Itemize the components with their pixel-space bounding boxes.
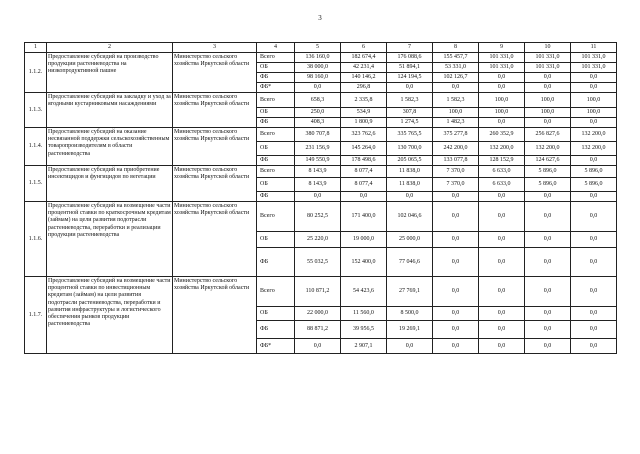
- amount-cell: 0,0: [479, 192, 525, 202]
- amount-cell: 0,0: [433, 321, 479, 339]
- amount-cell: 0,0: [525, 307, 571, 321]
- amount-cell: 100,0: [525, 108, 571, 118]
- amount-cell: 101 331,0: [571, 63, 617, 73]
- amount-cell: 0,0: [433, 307, 479, 321]
- amount-cell: 375 277,8: [433, 128, 479, 142]
- amount-cell: 5 896,0: [525, 178, 571, 192]
- funding-source: ОБ: [257, 307, 295, 321]
- amount-cell: 178 498,6: [341, 156, 387, 166]
- amount-cell: 0,0: [571, 202, 617, 232]
- row-index: 1.1.6.: [25, 202, 47, 277]
- amount-cell: 0,0: [525, 277, 571, 307]
- amount-cell: 100,0: [479, 93, 525, 108]
- amount-cell: 0,0: [433, 248, 479, 277]
- header-cell: 7: [387, 43, 433, 53]
- amount-cell: 0,0: [295, 83, 341, 93]
- amount-cell: 380 707,8: [295, 128, 341, 142]
- amount-cell: 0,0: [433, 339, 479, 354]
- amount-cell: 145 264,0: [341, 142, 387, 156]
- amount-cell: 80 252,5: [295, 202, 341, 232]
- amount-cell: 8 077,4: [341, 178, 387, 192]
- amount-cell: 323 762,6: [341, 128, 387, 142]
- amount-cell: 124 627,6: [525, 156, 571, 166]
- row-index: 1.1.7.: [25, 277, 47, 354]
- table-row: [25, 202, 617, 232]
- amount-cell: 0,0: [571, 321, 617, 339]
- header-cell: 4: [257, 43, 295, 53]
- measure-description: Предоставление субсидий на возмещение части процентной ставки по инвестиционным кредитам (займам) на цели развития подотрасли растениеводства, переработки и развития инфраструктуры и логистического обеспечения рынков продукции растениеводства: [47, 277, 173, 354]
- amount-cell: 55 032,5: [295, 248, 341, 277]
- header-cell: 3: [173, 43, 257, 53]
- measure-description: Предоставление субсидий на производство продукции растениеводства на низкопродуктивной пашне: [47, 53, 173, 93]
- funding-source: Всего: [257, 53, 295, 63]
- amount-cell: 7 370,0: [433, 166, 479, 178]
- amount-cell: 176 088,6: [387, 53, 433, 63]
- amount-cell: 132 200,0: [479, 142, 525, 156]
- amount-cell: 8 143,9: [295, 166, 341, 178]
- amount-cell: 0,0: [525, 248, 571, 277]
- amount-cell: 5 896,0: [571, 166, 617, 178]
- amount-cell: 0,0: [479, 339, 525, 354]
- measure-description: Предоставление субсидий на возмещение части процентной ставки по краткосрочным кредитам (займам) на цели развития подотрасли растениеводства, переработки и реализации продукции растениеводства: [47, 202, 173, 277]
- amount-cell: 132 200,0: [571, 128, 617, 142]
- amount-cell: 100,0: [525, 93, 571, 108]
- responsible-org: Министерство сельского хозяйства Иркутской области: [173, 202, 257, 277]
- amount-cell: 11 838,0: [387, 178, 433, 192]
- amount-cell: 6 633,0: [479, 178, 525, 192]
- responsible-org: Министерство сельского хозяйства Иркутской области: [173, 128, 257, 166]
- page-number: 3: [318, 14, 322, 22]
- funding-source: ОБ: [257, 108, 295, 118]
- amount-cell: 231 156,9: [295, 142, 341, 156]
- amount-cell: 11 560,0: [341, 307, 387, 321]
- amount-cell: 132 200,0: [525, 142, 571, 156]
- amount-cell: 25 000,0: [387, 232, 433, 248]
- funding-source: ФБ: [257, 321, 295, 339]
- amount-cell: 0,0: [479, 83, 525, 93]
- responsible-org: Министерство сельского хозяйства Иркутской области: [173, 166, 257, 202]
- funding-source: ФБ: [257, 156, 295, 166]
- responsible-org: Министерство сельского хозяйства Иркутской области: [173, 277, 257, 354]
- amount-cell: 22 000,0: [295, 307, 341, 321]
- amount-cell: 25 220,0: [295, 232, 341, 248]
- amount-cell: 0,0: [387, 83, 433, 93]
- funding-source: ФБ: [257, 118, 295, 128]
- amount-cell: 19 269,1: [387, 321, 433, 339]
- amount-cell: 100,0: [571, 108, 617, 118]
- amount-cell: 133 077,8: [433, 156, 479, 166]
- amount-cell: 0,0: [571, 73, 617, 83]
- funding-source: Всего: [257, 166, 295, 178]
- amount-cell: 534,9: [341, 108, 387, 118]
- header-cell: 5: [295, 43, 341, 53]
- amount-cell: 0,0: [571, 118, 617, 128]
- amount-cell: 152 400,0: [341, 248, 387, 277]
- header-cell: 6: [341, 43, 387, 53]
- amount-cell: 1 274,5: [387, 118, 433, 128]
- amount-cell: 0,0: [571, 192, 617, 202]
- amount-cell: 149 550,9: [295, 156, 341, 166]
- amount-cell: 0,0: [525, 232, 571, 248]
- amount-cell: 132 200,0: [571, 142, 617, 156]
- amount-cell: 0,0: [479, 321, 525, 339]
- row-index: 1.1.2.: [25, 53, 47, 93]
- amount-cell: 0,0: [433, 277, 479, 307]
- amount-cell: 100,0: [479, 108, 525, 118]
- funding-source: ОБ: [257, 142, 295, 156]
- amount-cell: 155 457,7: [433, 53, 479, 63]
- amount-cell: 0,0: [387, 192, 433, 202]
- header-cell: 8: [433, 43, 479, 53]
- amount-cell: 38 000,0: [295, 63, 341, 73]
- funding-source: Всего: [257, 277, 295, 307]
- amount-cell: 0,0: [525, 73, 571, 83]
- table-row: [25, 53, 617, 63]
- amount-cell: 0,0: [571, 83, 617, 93]
- amount-cell: 260 352,9: [479, 128, 525, 142]
- amount-cell: 2 907,1: [341, 339, 387, 354]
- amount-cell: 53 331,0: [433, 63, 479, 73]
- header-cell: 1: [25, 43, 47, 53]
- amount-cell: 8 077,4: [341, 166, 387, 178]
- amount-cell: 0,0: [387, 339, 433, 354]
- amount-cell: 1 582,3: [387, 93, 433, 108]
- amount-cell: 77 046,6: [387, 248, 433, 277]
- amount-cell: 102 126,7: [433, 73, 479, 83]
- amount-cell: 0,0: [525, 83, 571, 93]
- amount-cell: 100,0: [433, 108, 479, 118]
- header-cell: 10: [525, 43, 571, 53]
- amount-cell: 19 000,0: [341, 232, 387, 248]
- amount-cell: 0,0: [525, 118, 571, 128]
- funding-source: Всего: [257, 128, 295, 142]
- amount-cell: 5 896,0: [525, 166, 571, 178]
- funding-source: Всего: [257, 202, 295, 232]
- amount-cell: 0,0: [571, 307, 617, 321]
- amount-cell: 128 152,9: [479, 156, 525, 166]
- amount-cell: 101 331,0: [479, 53, 525, 63]
- header-row: [25, 43, 617, 53]
- amount-cell: 130 700,0: [387, 142, 433, 156]
- amount-cell: 11 838,0: [387, 166, 433, 178]
- amount-cell: 256 827,6: [525, 128, 571, 142]
- amount-cell: 100,0: [571, 93, 617, 108]
- table-row: [25, 128, 617, 142]
- amount-cell: 658,3: [295, 93, 341, 108]
- amount-cell: 39 956,5: [341, 321, 387, 339]
- row-index: 1.1.5.: [25, 166, 47, 202]
- amount-cell: 0,0: [571, 277, 617, 307]
- measure-description: Предоставление субсидий на закладку и уход за ягодными кустарниковыми насаждениями: [47, 93, 173, 128]
- funding-source: ОБ: [257, 232, 295, 248]
- funding-source: ОБ: [257, 178, 295, 192]
- table-row: [25, 166, 617, 178]
- amount-cell: 101 331,0: [525, 63, 571, 73]
- amount-cell: 101 331,0: [479, 63, 525, 73]
- amount-cell: 242 200,0: [433, 142, 479, 156]
- header-cell: 2: [47, 43, 173, 53]
- amount-cell: 0,0: [341, 192, 387, 202]
- amount-cell: 0,0: [525, 321, 571, 339]
- amount-cell: 102 046,6: [387, 202, 433, 232]
- amount-cell: 124 194,5: [387, 73, 433, 83]
- amount-cell: 250,0: [295, 108, 341, 118]
- funding-source: ФБ: [257, 248, 295, 277]
- funding-source: ФБ: [257, 73, 295, 83]
- amount-cell: 171 400,0: [341, 202, 387, 232]
- amount-cell: 7 370,0: [433, 178, 479, 192]
- funding-source: ФБ*: [257, 339, 295, 354]
- amount-cell: 0,0: [571, 156, 617, 166]
- amount-cell: 5 896,0: [571, 178, 617, 192]
- responsible-org: Министерство сельского хозяйства Иркутской области: [173, 53, 257, 93]
- amount-cell: 101 331,0: [571, 53, 617, 63]
- amount-cell: 0,0: [295, 339, 341, 354]
- amount-cell: 2 335,8: [341, 93, 387, 108]
- amount-cell: 88 871,2: [295, 321, 341, 339]
- row-index: 1.1.3.: [25, 93, 47, 128]
- amount-cell: 0,0: [479, 307, 525, 321]
- amount-cell: 1 582,3: [433, 93, 479, 108]
- amount-cell: 0,0: [433, 232, 479, 248]
- amount-cell: 408,3: [295, 118, 341, 128]
- header-cell: 11: [571, 43, 617, 53]
- amount-cell: 0,0: [433, 192, 479, 202]
- amount-cell: 0,0: [525, 192, 571, 202]
- funding-source: ФБ*: [257, 83, 295, 93]
- amount-cell: 0,0: [433, 83, 479, 93]
- amount-cell: 110 871,2: [295, 277, 341, 307]
- amount-cell: 0,0: [571, 339, 617, 354]
- amount-cell: 0,0: [479, 248, 525, 277]
- amount-cell: 0,0: [571, 248, 617, 277]
- amount-cell: 0,0: [479, 118, 525, 128]
- amount-cell: 54 423,6: [341, 277, 387, 307]
- amount-cell: 205 065,5: [387, 156, 433, 166]
- row-index: 1.1.4.: [25, 128, 47, 166]
- amount-cell: 140 146,2: [341, 73, 387, 83]
- amount-cell: 296,8: [341, 83, 387, 93]
- measure-description: Предоставление субсидий на оказание несвязанной поддержки сельскохозяйственным товаропроизводителям в области растениеводства: [47, 128, 173, 166]
- responsible-org: Министерство сельского хозяйства Иркутской области: [173, 93, 257, 128]
- amount-cell: 27 769,1: [387, 277, 433, 307]
- amount-cell: 1 800,9: [341, 118, 387, 128]
- funding-source: ФБ: [257, 192, 295, 202]
- amount-cell: 0,0: [433, 202, 479, 232]
- budget-table: [24, 42, 617, 354]
- amount-cell: 8 500,0: [387, 307, 433, 321]
- amount-cell: 101 331,0: [525, 53, 571, 63]
- amount-cell: 6 633,0: [479, 166, 525, 178]
- measure-description: Предоставление субсидий на приобретение инсектицидов и фунгицидов по вегетации: [47, 166, 173, 202]
- amount-cell: 307,8: [387, 108, 433, 118]
- amount-cell: 0,0: [479, 232, 525, 248]
- amount-cell: 0,0: [479, 277, 525, 307]
- table-row: [25, 93, 617, 108]
- amount-cell: 0,0: [479, 73, 525, 83]
- header-cell: 9: [479, 43, 525, 53]
- funding-source: ОБ: [257, 63, 295, 73]
- amount-cell: 0,0: [571, 232, 617, 248]
- table-row: [25, 277, 617, 307]
- amount-cell: 182 674,4: [341, 53, 387, 63]
- amount-cell: 42 231,4: [341, 63, 387, 73]
- amount-cell: 136 160,0: [295, 53, 341, 63]
- amount-cell: 98 160,0: [295, 73, 341, 83]
- amount-cell: 8 143,9: [295, 178, 341, 192]
- amount-cell: 335 765,5: [387, 128, 433, 142]
- amount-cell: 0,0: [525, 339, 571, 354]
- amount-cell: 0,0: [295, 192, 341, 202]
- amount-cell: 1 482,3: [433, 118, 479, 128]
- funding-source: Всего: [257, 93, 295, 108]
- amount-cell: 0,0: [479, 202, 525, 232]
- amount-cell: 51 894,1: [387, 63, 433, 73]
- amount-cell: 0,0: [525, 202, 571, 232]
